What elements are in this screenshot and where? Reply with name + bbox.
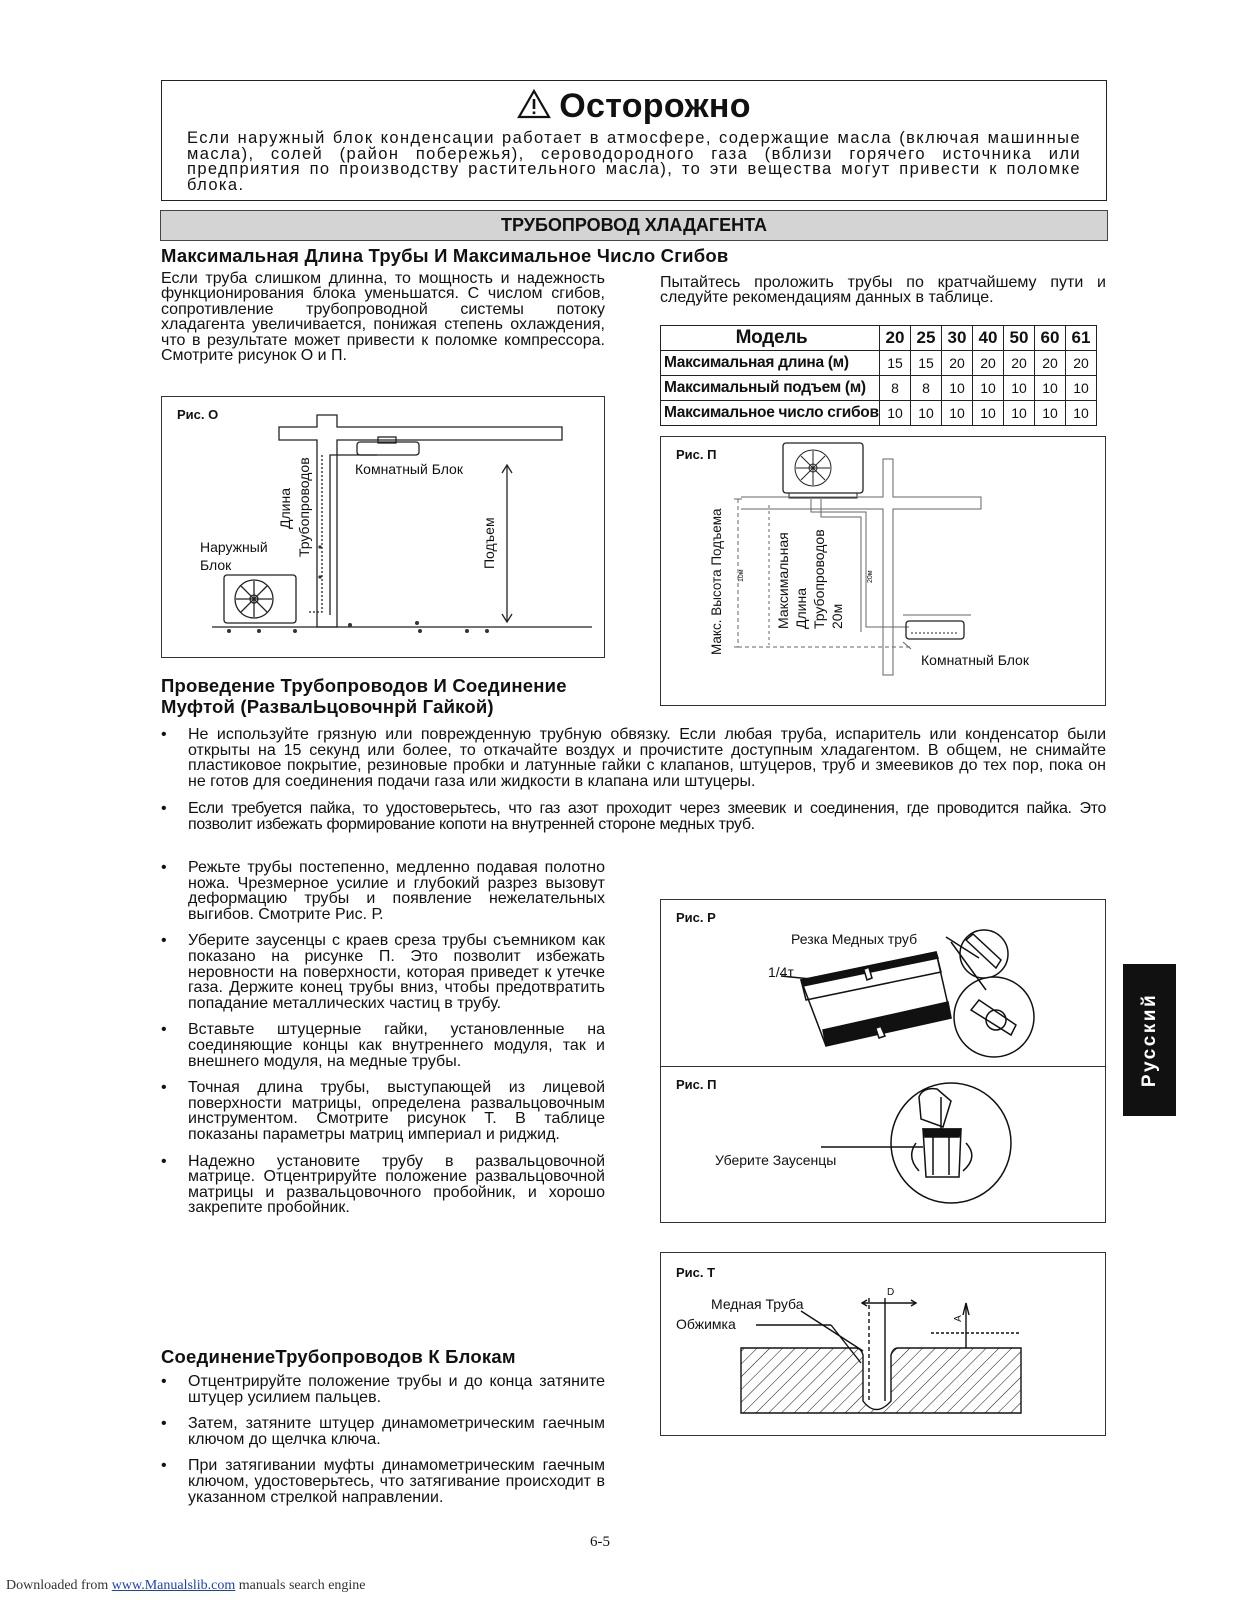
section-banner: ТРУБОПРОВОД ХЛАДАГЕНТА [160,210,1108,241]
table-header-label: Модель [661,326,880,351]
figure-t-d-label: D [887,1287,895,1298]
table-cell: 20 [1066,351,1097,376]
figure-p-10m-label: 10м [738,569,745,582]
intro-paragraph-left: Если труба слишком длинна, то мощность и надежность функционирования блока уменьшатся. С числом сгибов, сопротивление трубопроводной системы потоку хладагента увеличивается, понижая степень охлаждения, что в результате может привести к поломке компрессора. Смотрите рисунок О и П. [161,270,605,365]
bullet-list-full [161,727,1106,833]
download-footer [6,1578,366,1594]
page-number: 6-5 [590,1534,610,1550]
figure-p-max-len-label-4: 20м [829,603,845,629]
table-model-cell: 20 [880,326,911,351]
bullet-list-connect [161,1374,605,1505]
list-item: • Надежно установите трубу в развальцовочной матрице. Отцентрируйте положение развальцовочной матрицы и развальцовочного пробойник, и хорошо закрепите пробойник. [161,1152,605,1217]
footer-link[interactable]: www.Manualslib.com [111,1578,236,1593]
table-row-label: Максимальный подъем (м) [661,376,880,401]
section-heading-flare-2: Муфтой (РазвалЬцовочнрй Гайкой) [161,696,494,717]
table-cell: 10 [973,376,1004,401]
table-cell: 15 [911,351,942,376]
footer-prefix: Downloaded from [6,1578,112,1593]
table-cell: 10 [942,401,973,426]
figure-p-20m-label: 20м [867,570,874,583]
figure-p-deburr [660,1066,1106,1223]
figure-t-a-label: A [952,1315,964,1322]
table-cell: 15 [880,351,911,376]
table-row [661,376,1097,401]
list-item: • Вставьте штуцерные гайки, установленные на соединяющие концы как внутреннего модуля, так и внешнего модуля, на медные трубы. [161,1021,605,1070]
figure-r-caption: Рис. Р [676,910,716,925]
figure-p-max-len-label-1: Максимальная [775,532,791,629]
figure-p-max-height-label: Макс. Высота Подъема [709,508,724,655]
figure-o-caption: Рис. О [177,407,219,422]
warning-triangle-icon [517,89,551,119]
table-model-cell: 40 [973,326,1004,351]
table-row-label: Максимальная длина (м) [661,351,880,376]
list-item: • Режьте трубы постепенно, медленно подавая полотно ножа. Чрезмерное усилие и глубокий разрез вызовут деформацию трубы и появление нежелательных выгибов. Смотрите Рис. Р. [161,859,605,923]
section-heading-flare-1: Проведение Трубопроводов И Соединение [161,675,567,696]
intro-paragraph-right: Пытайтесь проложить трубы по кратчайшему пути и следуйте рекомендациям данных в таблице. [660,274,1106,307]
table-cell: 8 [880,376,911,401]
list-item: • Точная длина трубы, выступающей из лицевой поверхности матрицы, определена развальцовочным инструментом. Смотрите рисунок Т. В таблице показаны параметры матриц империал и риджид. [161,1079,605,1143]
figure-p-indoor-label: Комнатный Блок [921,652,1029,668]
table-header-row [661,326,1097,351]
pipe-spec-table [660,325,1097,426]
list-item: • Уберите заусенцы с краев среза трубы съемником как показано на рисунке П. Это позволит избежать неровности на поверхности, которая приведет к утечке газа. Держите конец трубы вниз, чтобы предотвратить попадание металлических частиц в трубу. [161,932,605,1012]
language-side-tab [1123,964,1176,1116]
figure-p-deburr-drawing [661,1067,1107,1224]
figure-r [660,899,1106,1066]
language-side-tab-label: Русский [1138,992,1160,1088]
figure-o-indoor-label: Комнатный Блок [355,461,463,477]
figure-o-rise-label: Подъем [481,517,497,569]
figure-t-label-clamp: Обжимка [676,1316,736,1332]
figure-r-quarter-label: 1/4т [768,964,794,980]
table-model-cell: 25 [911,326,942,351]
table-cell: 10 [1035,376,1066,401]
figure-p-height [660,436,1106,706]
table-cell: 20 [1004,351,1035,376]
table-cell: 10 [880,401,911,426]
list-item: • При затягивании муфты динамометрическим гаечным ключом, удостоверьтесь, что затягивание происходит в указанном стрелкой направлении. [161,1457,605,1506]
table-row [661,351,1097,376]
table-row-label: Максимальное число сгибов [661,401,880,426]
table-cell: 10 [942,376,973,401]
list-item: • Не используйте грязную или поврежденную трубную обвязку. Если любая труба, испаритель или конденсатор были открыты на 15 секунд или более, то откачайте воздух и прочистите доступным хладагентом. В общем, не снимайте пластиковое покрытие, резиновые пробки и латунные гайки с клапанов, штуцеров, труб и змеевиков до тех пор, пока он не готов для соединения подачи газа или жидкости в клапана или штуцеры. [161,726,1106,790]
table-cell: 20 [1035,351,1066,376]
section-heading-connect: СоединениеТрубопроводов К Блокам [161,1346,516,1367]
figure-o [161,396,605,658]
section-heading-flare [161,675,567,717]
figure-o-drawing [162,397,606,659]
figure-p-drawing [661,437,1107,707]
figure-p-caption: Рис. П [676,447,717,462]
table-row [661,401,1097,426]
bullet-list-left [161,860,605,1216]
figure-p-max-len-label-2: Длина [793,588,809,629]
warning-text: Если наружный блок конденсации работает в атмосфере, содержащие масла (включая машинные масла), солей (район побережья), сероводородного газа (вблизи горячего источника или предприятия по производству растительного масла), то эти вещества могут привести к поломке блока. [187,129,1081,194]
table-model-cell: 50 [1004,326,1035,351]
table-cell: 10 [1004,376,1035,401]
warning-title: Осторожно [162,87,1106,126]
table-model-cell: 30 [942,326,973,351]
table-cell: 20 [973,351,1004,376]
figure-o-outdoor-label-2: Блок [200,557,232,573]
list-item: • Если требуется пайка, то удостоверьтесь, что газ азот проходит через змеевик и соединения, где проводится пайка. Это позволит избежать формирование копоти на внутренней стороне медных труб. [161,800,1106,833]
table-cell: 8 [911,376,942,401]
table-cell: 10 [1035,401,1066,426]
figure-p-deburr-caption: Рис. П [676,1077,717,1092]
figure-p-max-len-label-3: Трубопроводов [811,529,827,629]
section-heading-max-length: Максимальная Длина Трубы И Максимальное Число Сгибов [161,245,729,266]
table-cell: 10 [1066,401,1097,426]
figure-p-deburr-label: Уберите Заусенцы [715,1152,837,1168]
list-item: • Затем, затяните штуцер динамометрическим гаечным ключом до щелчка ключа. [161,1415,605,1448]
figure-r-drawing [661,900,1107,1067]
figure-t-caption: Рис. Т [676,1265,716,1280]
figure-t-label-pipe: Медная Труба [711,1296,804,1312]
table-cell: 10 [1004,401,1035,426]
footer-suffix: manuals search engine [235,1578,366,1593]
table-model-cell: 60 [1035,326,1066,351]
figure-r-label: Резка Медных труб [791,931,918,947]
table-cell: 20 [942,351,973,376]
warning-box [161,80,1107,201]
figure-o-length-label-1: Длина [277,488,293,529]
figure-o-length-label-2: Трубопроводов [296,457,312,557]
table-cell: 10 [1066,376,1097,401]
list-item: • Отцентрируйте положение трубы и до конца затяните штуцер усилием пальцев. [161,1373,605,1406]
table-cell: 10 [911,401,942,426]
figure-t-drawing [661,1253,1107,1437]
table-model-cell: 61 [1066,326,1097,351]
figure-o-outdoor-label-1: Наружный [200,539,268,555]
table-cell: 10 [973,401,1004,426]
figure-t [660,1252,1106,1436]
